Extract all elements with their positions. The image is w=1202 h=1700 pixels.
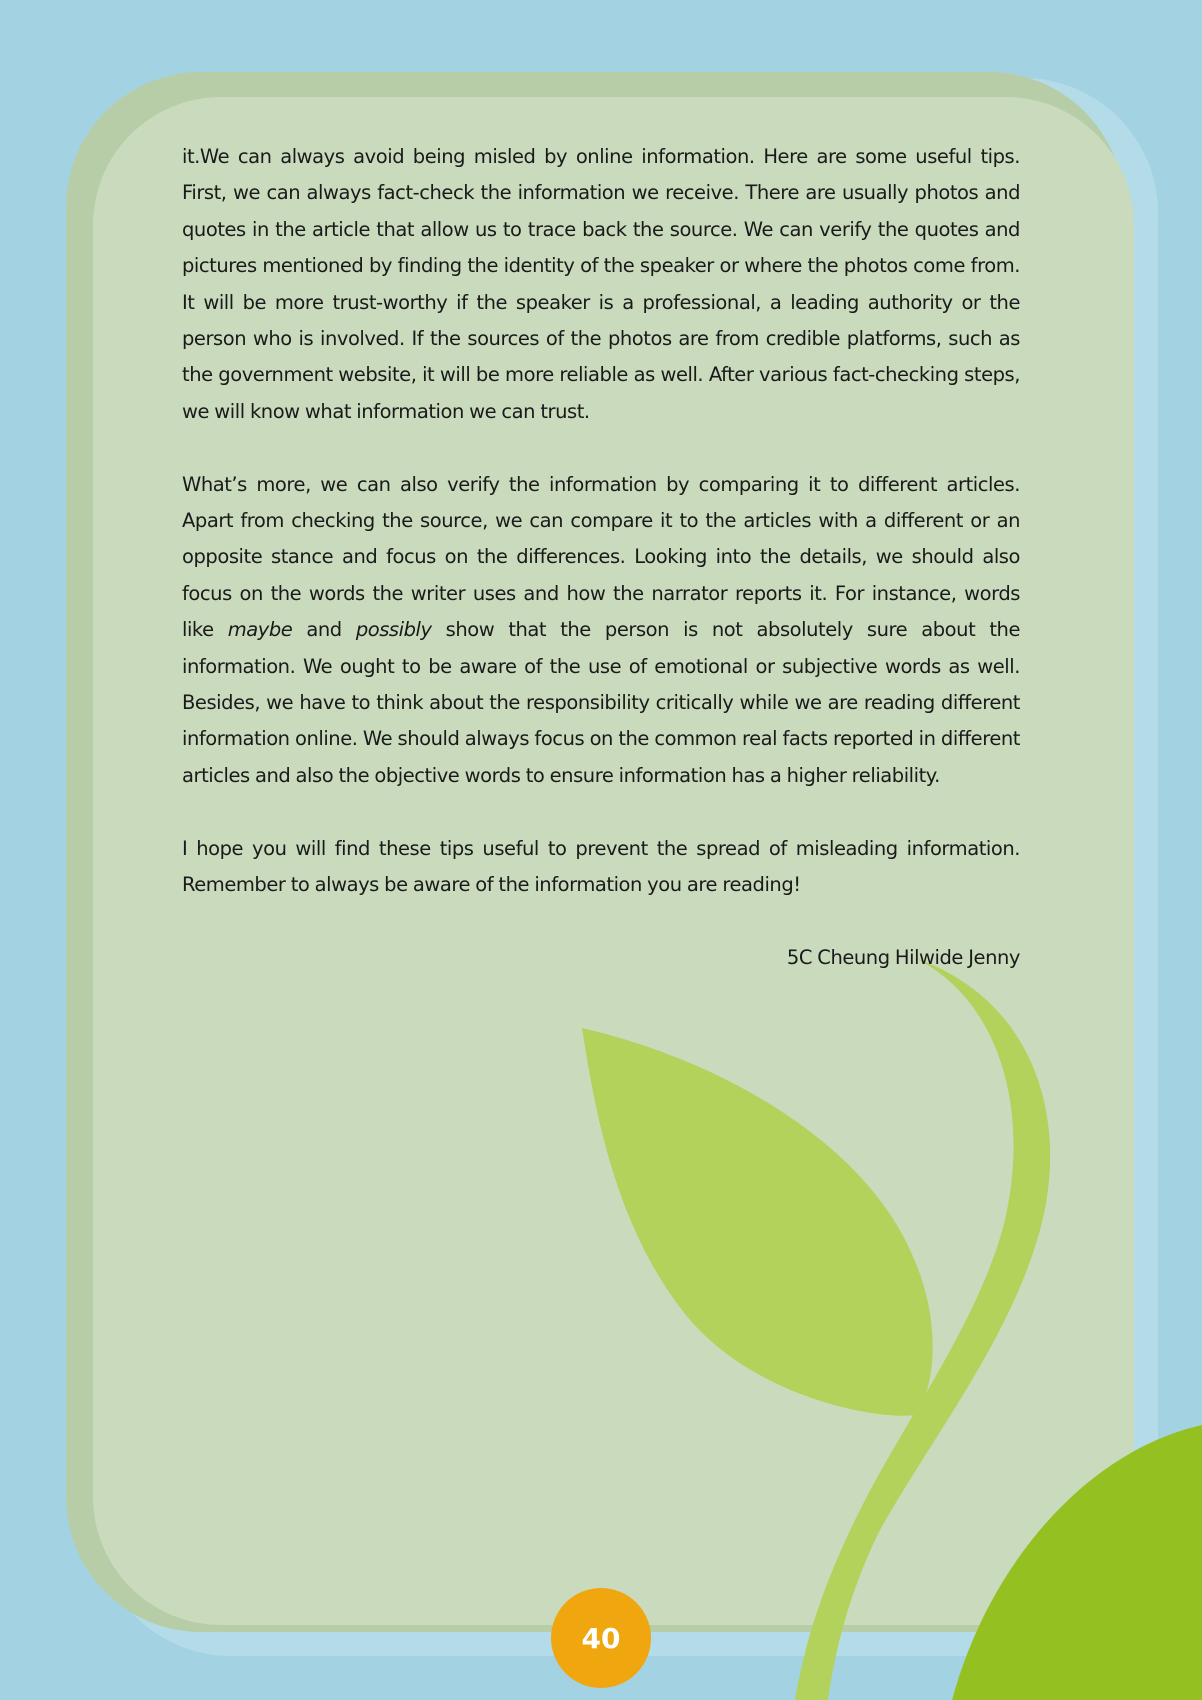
emphasis-maybe: maybe	[227, 618, 293, 642]
paragraph-compare-articles	[182, 467, 1020, 795]
article-body	[182, 139, 1020, 976]
paragraph-fact-check: it.We can always avoid being misled by online information. Here are some useful tips. First, we can always fact-check the information we receive. There are usually photos and quotes in the article that allow us to trace back the source. We can verify the quotes and pictures mentioned by finding the identity of the speaker or where the photos come from. It will be more trust-worthy if the speaker is a professional, a leading authority or the person who is involved. If the sources of the photos are from credible platforms, such as the government website, it will be more reliable as well. After various fact-checking steps, we will know what information we can trust.	[182, 145, 1020, 423]
paragraph-conclusion: I hope you will find these tips useful to prevent the spread of misleading information. Remember to always be aware of the information you are reading!	[182, 836, 1020, 897]
paragraph-text: and	[292, 618, 356, 642]
author-signature: 5C Cheung Hilwide Jenny	[786, 945, 1020, 969]
paragraph-text: show that the person is not absolutely sure about the information. We ought to be aware of the use of emotional or subjective words as well. Besides, we have to think about the responsibility critically while we are reading different information online. We should always focus on the common real facts reported in different articles and also the objective words to ensure information has a higher reliability.	[182, 618, 1020, 787]
paragraph-text: What’s more, we can also verify the information by comparing it to different articles. Apart from checking the source, we can compare it to the articles with a different or an opposite stance and focus on the differences. Looking into the details, we should also focus on the words the writer uses and how the narrator reports it. For instance, words like	[182, 472, 1020, 642]
emphasis-possibly: possibly	[355, 618, 432, 642]
page-number-badge	[551, 1588, 651, 1688]
page-number: 40	[581, 1621, 621, 1655]
